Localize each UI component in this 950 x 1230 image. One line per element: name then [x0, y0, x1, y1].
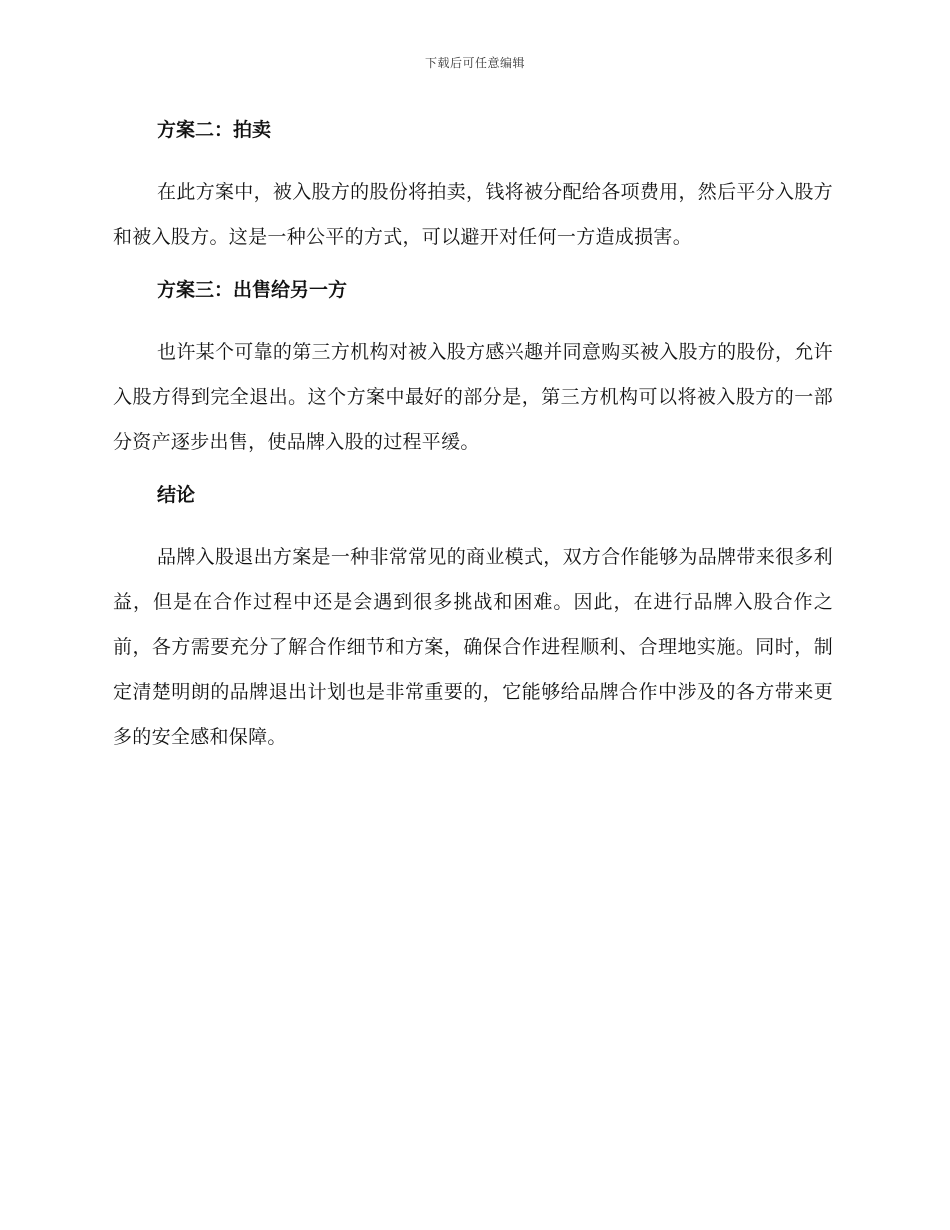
section-conclusion — [113, 477, 833, 760]
section-paragraph: 也许某个可靠的第三方机构对被入股方感兴趣并同意购买被入股方的股份，允许入股方得到完全退出。这个方案中最好的部分是，第三方机构可以将被入股方的一部分资产逐步出售，使品牌入股的过程平缓。 — [113, 341, 833, 453]
section-paragraph: 在此方案中，被入股方的股份将拍卖，钱将被分配给各项费用，然后平分入股方和被入股方。这是一种公平的方式，可以避开对任何一方造成损害。 — [113, 181, 833, 248]
section-sell-to-third-party — [113, 272, 833, 465]
section-heading: 方案二：拍卖 — [157, 119, 272, 141]
section-paragraph: 品牌入股退出方案是一种非常常见的商业模式，双方合作能够为品牌带来很多利益，但是在合作过程中还是会遇到很多挑战和困难。因此，在进行品牌入股合作之前，各方需要充分了解合作细节和方案，确保合作进程顺利、合理地实施。同时，制定清楚明朗的品牌退出计划也是非常重要的，它能够给品牌合作中涉及的各方带来更多的安全感和保障。 — [113, 546, 833, 748]
document-body — [113, 112, 833, 772]
section-auction — [113, 112, 833, 260]
section-heading: 结论 — [157, 484, 196, 506]
section-heading: 方案三：出售给另一方 — [157, 279, 348, 301]
page-header: 下载后可任意编辑 — [424, 56, 525, 70]
